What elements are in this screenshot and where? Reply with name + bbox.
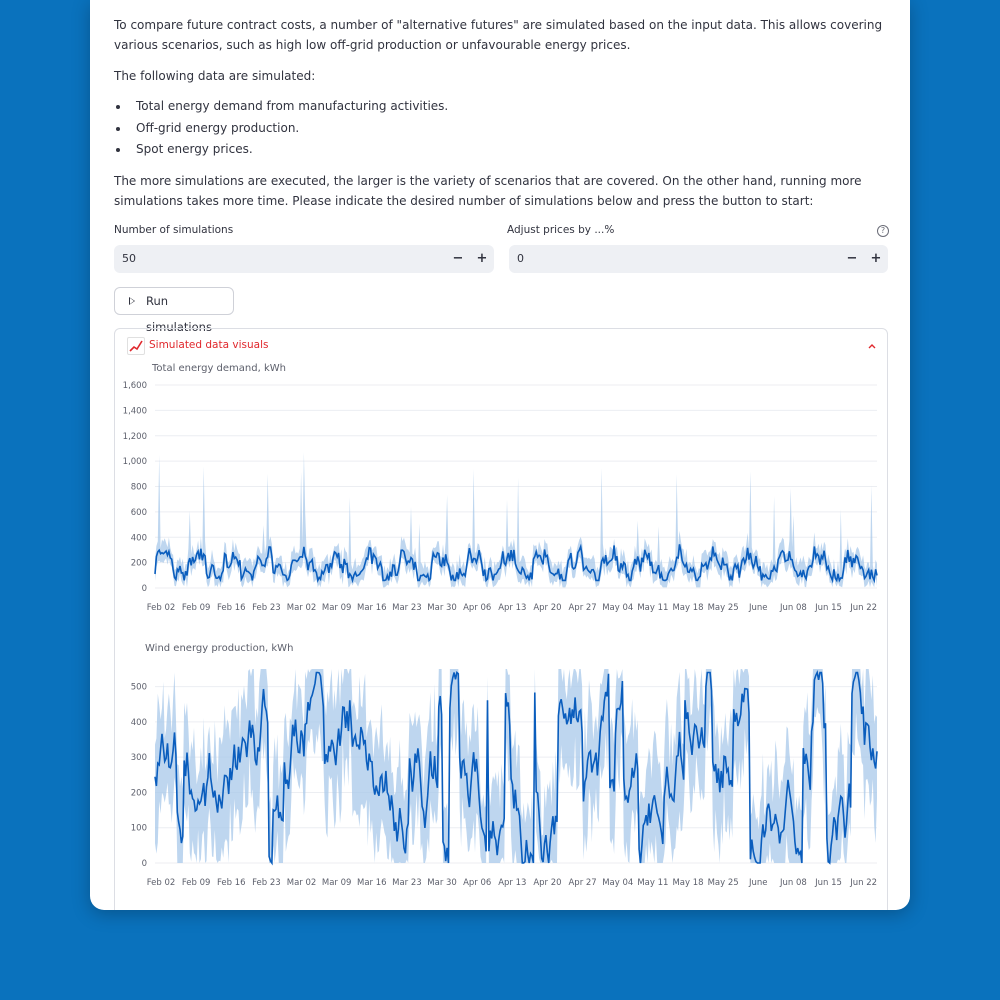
x-tick-label: June	[749, 878, 768, 888]
instructions-paragraph: The more simulations are executed, the larger is the variety of scenarios that are covered. On the other hand, running more simulations takes more time. Please indicate the desired number of simulations below and press the button to start:	[114, 174, 862, 208]
adjust-prices-value[interactable]: 0	[517, 252, 524, 265]
y-tick-label: 0	[141, 859, 147, 869]
run-simulations-button[interactable]	[114, 287, 234, 334]
x-tick-label: Apr 20	[533, 878, 562, 888]
x-tick-label: Jun 08	[780, 878, 807, 888]
y-tick-label: 0	[141, 584, 147, 594]
x-tick-label: Apr 13	[498, 878, 527, 888]
num-sims-input[interactable]	[114, 245, 494, 273]
x-tick-label: Jun 22	[850, 603, 878, 613]
x-tick-label: Mar 16	[357, 603, 387, 613]
x-tick-label: Mar 23	[392, 603, 422, 613]
following-paragraph: The following data are simulated:	[114, 69, 316, 83]
demand-chart	[115, 377, 887, 617]
x-tick-label: Feb 02	[146, 878, 176, 888]
x-tick-label: Feb 16	[216, 603, 246, 613]
simulated-list	[114, 96, 448, 161]
x-tick-label: Jun 15	[815, 878, 842, 888]
y-tick-label: 400	[130, 717, 147, 728]
x-tick-label: May 25	[707, 878, 739, 888]
x-tick-label: May 11	[637, 878, 669, 888]
x-tick-label: Apr 06	[463, 603, 492, 613]
y-tick-label: 1,600	[122, 381, 147, 391]
wind-chart	[115, 663, 887, 903]
plus-icon[interactable]: +	[476, 251, 488, 266]
minus-icon[interactable]: −	[846, 251, 858, 266]
x-tick-label: Mar 23	[392, 878, 422, 888]
play-icon	[129, 297, 135, 305]
y-tick-label: 200	[130, 788, 147, 799]
num-sims-label: Number of simulations	[114, 224, 234, 236]
y-tick-label: 600	[130, 507, 147, 518]
chart-increasing-icon	[127, 337, 145, 355]
x-tick-label: Feb 09	[181, 603, 211, 613]
num-sims-value[interactable]: 50	[122, 252, 136, 265]
demand-chart-title: Total energy demand, kWh	[152, 363, 286, 374]
y-tick-label: 1,400	[122, 406, 147, 417]
x-tick-label: Mar 16	[357, 878, 387, 888]
list-item: Off-grid energy production.	[114, 118, 448, 140]
y-tick-label: 400	[130, 533, 147, 544]
y-tick-label: 800	[130, 482, 147, 493]
x-tick-label: Jun 15	[815, 603, 842, 613]
x-tick-label: Feb 16	[216, 878, 246, 888]
x-tick-label: Mar 30	[427, 878, 457, 888]
main-card	[90, 0, 910, 910]
x-tick-label: Apr 20	[533, 603, 562, 613]
x-tick-label: Mar 09	[321, 603, 352, 613]
minus-icon[interactable]: −	[452, 251, 464, 266]
list-item: Spot energy prices.	[114, 139, 448, 161]
y-tick-label: 100	[130, 823, 147, 834]
intro-paragraph: To compare future contract costs, a number of "alternative futures" are simulated based on the input data. This allows covering various scenarios, such as high low off-grid production or unfavourable energy prices.	[114, 18, 883, 52]
list-item: Total energy demand from manufacturing activities.	[114, 96, 448, 118]
adjust-prices-input[interactable]	[509, 245, 888, 273]
x-tick-label: Feb 23	[252, 878, 281, 888]
expander-title: Simulated data visuals	[149, 339, 269, 351]
x-tick-label: Mar 09	[321, 878, 352, 888]
x-tick-label: Mar 30	[427, 603, 457, 613]
help-icon[interactable]: ?	[877, 225, 889, 237]
x-tick-label: May 18	[672, 878, 704, 888]
x-tick-label: Apr 13	[498, 603, 527, 613]
x-tick-label: May 04	[602, 603, 634, 613]
simulated-data-expander	[114, 328, 888, 910]
plus-icon[interactable]: +	[870, 251, 882, 266]
x-tick-label: Feb 09	[181, 878, 211, 888]
adjust-prices-label: Adjust prices by ...%	[507, 224, 615, 236]
x-tick-label: Mar 02	[286, 878, 317, 888]
x-tick-label: Feb 23	[252, 603, 281, 613]
run-button-label: Run simulations	[146, 294, 212, 334]
x-tick-label: Apr 06	[463, 878, 492, 888]
x-tick-label: Jun 08	[780, 603, 807, 613]
x-tick-label: Jun 22	[850, 878, 878, 888]
wind-chart-title: Wind energy production, kWh	[145, 643, 294, 654]
y-tick-label: 300	[130, 753, 147, 764]
x-tick-label: May 18	[672, 603, 704, 613]
y-tick-label: 200	[130, 558, 147, 569]
x-tick-label: June	[749, 603, 768, 613]
expander-header[interactable]	[127, 337, 877, 357]
x-tick-label: May 11	[637, 603, 669, 613]
x-tick-label: Apr 27	[568, 603, 597, 613]
y-tick-label: 500	[130, 682, 147, 693]
x-tick-label: Feb 02	[146, 603, 176, 613]
y-tick-label: 1,200	[122, 431, 147, 442]
x-tick-label: Apr 27	[568, 878, 597, 888]
x-tick-label: Mar 02	[286, 603, 317, 613]
chevron-up-icon[interactable]	[867, 341, 877, 351]
y-tick-label: 1,000	[122, 457, 147, 468]
x-tick-label: May 25	[707, 603, 739, 613]
x-tick-label: May 04	[602, 878, 634, 888]
